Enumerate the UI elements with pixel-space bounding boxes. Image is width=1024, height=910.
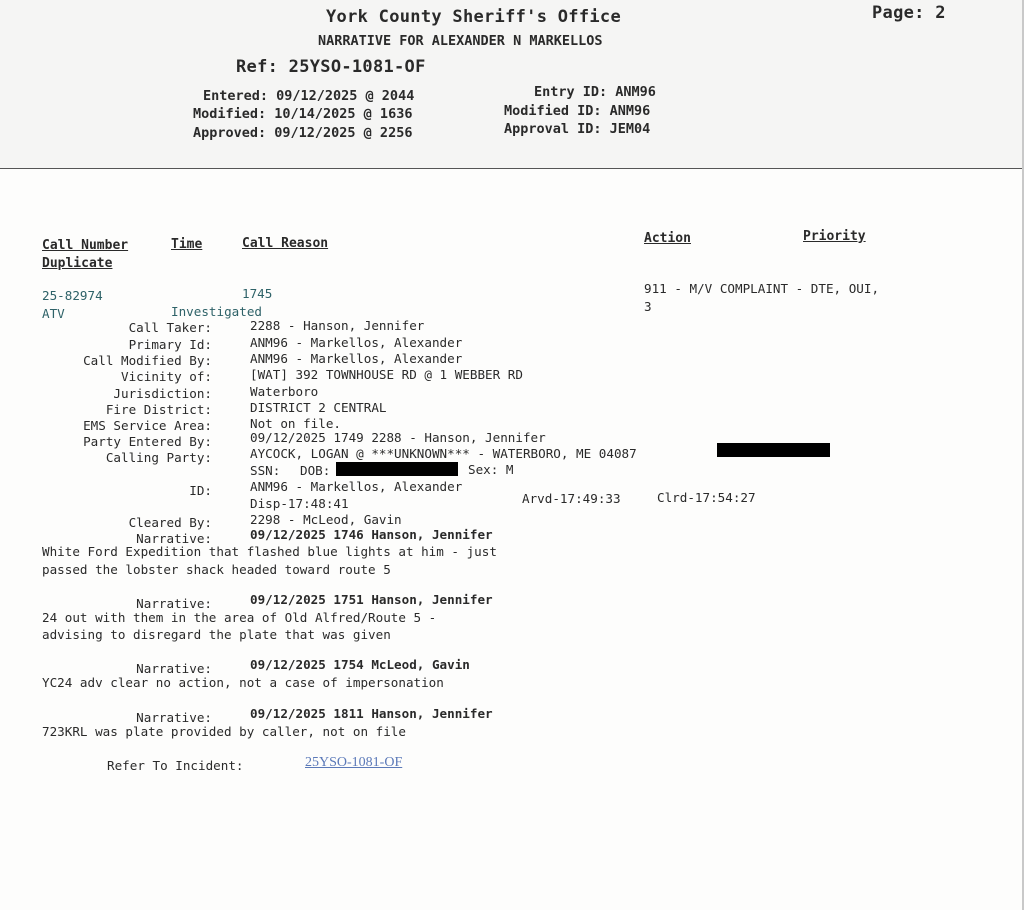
call-number: 25-82974 bbox=[42, 288, 103, 303]
narrative-heading: 09/12/2025 1746 Hanson, Jennifer bbox=[250, 527, 493, 542]
narrative-label: Narrative: bbox=[136, 661, 212, 676]
col-time: Time bbox=[171, 237, 203, 252]
modified-date: Modified: 10/14/2025 @ 1636 bbox=[193, 106, 413, 122]
call-time: 1745 bbox=[242, 286, 273, 301]
field-value: Waterboro bbox=[250, 384, 319, 399]
page-number: Page: 2 bbox=[872, 3, 946, 23]
narrative-line: 24 out with them in the area of Old Alfred/Route 5 - bbox=[42, 610, 437, 625]
field-value: AYCOCK, LOGAN @ ***UNKNOWN*** - WATERBORO, ME 04087 bbox=[250, 446, 637, 461]
narrative-label: Narrative: bbox=[136, 710, 212, 725]
sex-value: Sex: M bbox=[468, 462, 514, 477]
ssn-label: SSN: bbox=[250, 463, 281, 478]
disp-time: Disp-17:48:41 bbox=[250, 496, 349, 511]
id-value: ANM96 - Markellos, Alexander bbox=[250, 479, 463, 494]
col-call-reason: Call Reason bbox=[242, 236, 329, 251]
report-header bbox=[0, 0, 1024, 169]
cleared-value: 2298 - McLeod, Gavin bbox=[250, 512, 402, 527]
dob-label: DOB: bbox=[300, 463, 331, 478]
field-label: Jurisdiction: bbox=[113, 386, 212, 401]
narrative-heading: 09/12/2025 1754 McLeod, Gavin bbox=[250, 657, 470, 672]
call-action: Investigated bbox=[171, 304, 262, 319]
narrative-line: 723KRL was plate provided by caller, not on file bbox=[42, 724, 406, 739]
field-value: ANM96 - Markellos, Alexander bbox=[250, 335, 463, 350]
redaction-bar bbox=[717, 443, 830, 457]
field-label: Call Modified By: bbox=[83, 353, 212, 368]
field-label: Calling Party: bbox=[105, 450, 212, 465]
approval-id: Approval ID: JEM04 bbox=[504, 121, 651, 137]
redaction-bar bbox=[336, 462, 458, 476]
field-label: EMS Service Area: bbox=[83, 418, 212, 433]
refer-label: Refer To Incident: bbox=[107, 758, 244, 773]
col-action: Action bbox=[644, 231, 691, 246]
field-label: Primary Id: bbox=[128, 337, 212, 352]
call-atv: ATV bbox=[42, 306, 65, 321]
narrative-label: Narrative: bbox=[136, 531, 212, 546]
field-value: Not on file. bbox=[250, 416, 341, 431]
field-value: [WAT] 392 TOWNHOUSE RD @ 1 WEBBER RD bbox=[250, 367, 523, 382]
narrative-heading: 09/12/2025 1811 Hanson, Jennifer bbox=[250, 706, 493, 721]
field-label: Fire District: bbox=[105, 402, 212, 417]
modified-id: Modified ID: ANM96 bbox=[504, 103, 651, 119]
call-reason: 911 - M/V COMPLAINT - DTE, OUI, bbox=[644, 281, 880, 296]
call-priority: 3 bbox=[644, 299, 652, 314]
cleared-label: Cleared By: bbox=[128, 515, 212, 530]
col-priority: Priority bbox=[803, 229, 866, 244]
narrative-line: advising to disregard the plate that was given bbox=[42, 627, 391, 642]
field-value: 09/12/2025 1749 2288 - Hanson, Jennifer bbox=[250, 430, 546, 445]
arvd-time: Arvd-17:49:33 bbox=[522, 491, 621, 506]
narrative-for: NARRATIVE FOR ALEXANDER N MARKELLOS bbox=[318, 33, 603, 49]
narrative-label: Narrative: bbox=[136, 596, 212, 611]
field-label: Vicinity of: bbox=[121, 369, 212, 384]
id-label: ID: bbox=[189, 483, 212, 498]
narrative-line: passed the lobster shack headed toward route 5 bbox=[42, 562, 391, 577]
entered-date: Entered: 09/12/2025 @ 2044 bbox=[203, 88, 415, 104]
field-label: Party Entered By: bbox=[83, 434, 212, 449]
field-label: Call Taker: bbox=[128, 320, 212, 335]
approved-date: Approved: 09/12/2025 @ 2256 bbox=[193, 125, 413, 141]
ref-number: Ref: 25YSO-1081-OF bbox=[236, 57, 426, 77]
incident-link[interactable]: 25YSO-1081-OF bbox=[305, 755, 403, 770]
field-value: ANM96 - Markellos, Alexander bbox=[250, 351, 463, 366]
col-duplicate: Duplicate bbox=[42, 256, 113, 271]
field-value: DISTRICT 2 CENTRAL bbox=[250, 400, 387, 415]
col-call-number: Call Number bbox=[42, 238, 129, 253]
agency-title: York County Sheriff's Office bbox=[326, 7, 621, 27]
narrative-line: White Ford Expedition that flashed blue lights at him - just bbox=[42, 544, 497, 559]
field-value: 2288 - Hanson, Jennifer bbox=[250, 318, 425, 333]
narrative-heading: 09/12/2025 1751 Hanson, Jennifer bbox=[250, 592, 493, 607]
clrd-time: Clrd-17:54:27 bbox=[657, 490, 756, 505]
entry-id: Entry ID: ANM96 bbox=[534, 84, 656, 100]
narrative-line: YC24 adv clear no action, not a case of impersonation bbox=[42, 675, 444, 690]
